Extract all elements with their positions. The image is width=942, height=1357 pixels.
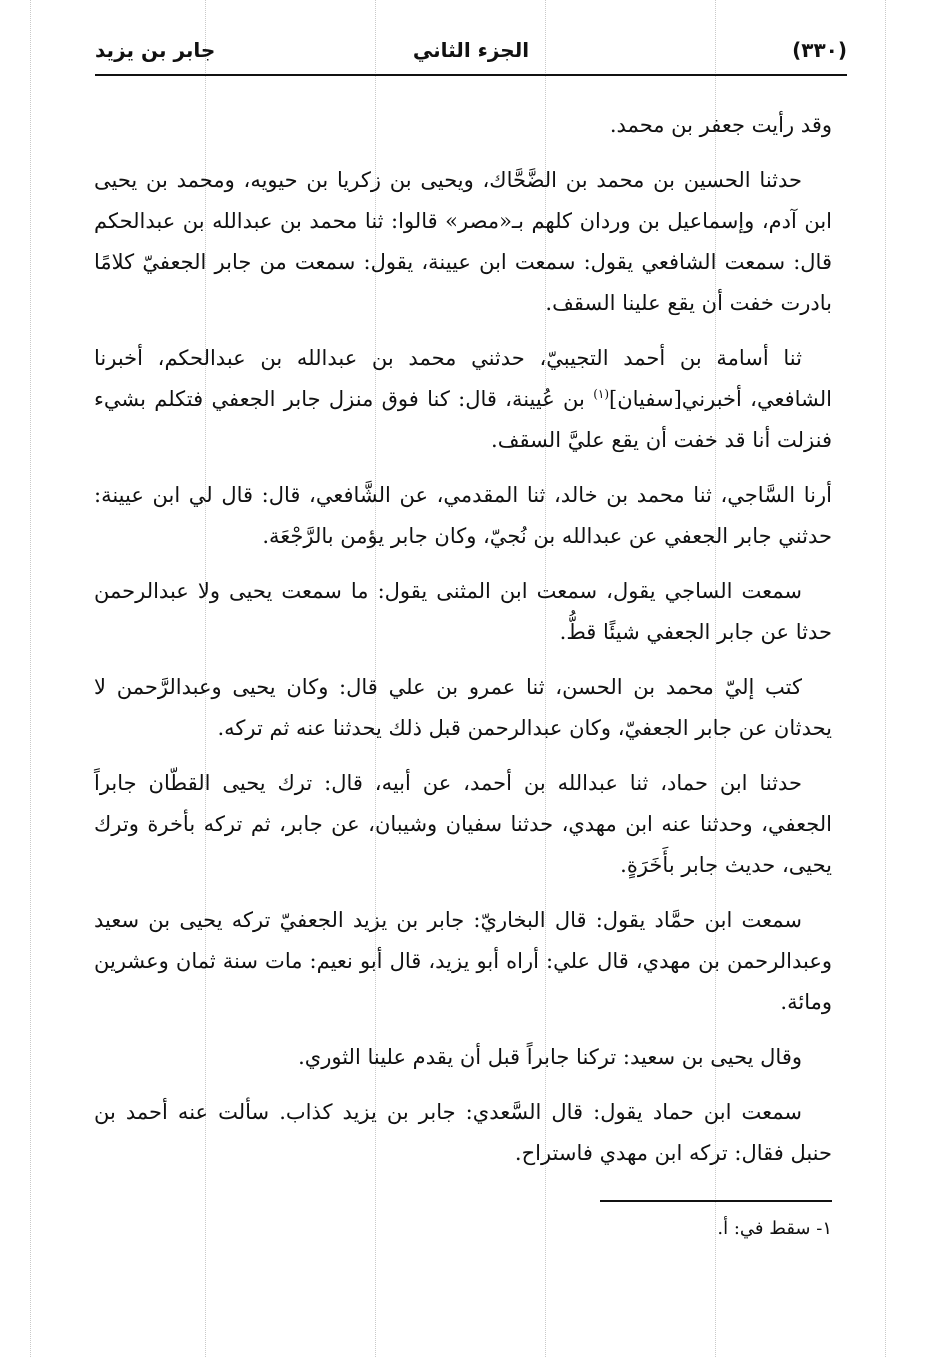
main-text [94,105,832,1188]
paragraph: سمعت ابن حمَّاد يقول: قال البخاريّ: جابر بن يزيد الجعفيّ تركه يحيى بن سعيد وعبدالرحمن بن مهدي، قال علي: أراه أبو يزيد، قال أبو نعيم: مات سنة ثمان وعشرين ومائة. [94,908,832,1014]
section-subject: جابر بن يزيد [95,38,216,62]
paragraph-text: ثنا أسامة بن أحمد التجيبيّ، حدثني محمد بن عبدالله بن عبدالحكم، أخبرنا الشافعي، أخبرني[سفيان] [94,346,832,411]
paragraph: وقال يحيى بن سعيد: تركنا جابراً قبل أن يقدم علينا الثوري. [298,1045,802,1069]
volume-title: الجزء الثاني [412,38,530,62]
paragraph: حدثنا الحسين بن محمد بن الضَّحَّاك، ويحيى بن زكريا بن حيويه، ومحمد بن يحيى ابن آدم، وإسماعيل بن وردان كلهم بـ«مصر» قالوا: ثنا محمد بن عبدالله بن عبدالحكم قال: سمعت الشافعي يقول: سمعت ابن عيينة، يقول: سمعت من جابر الجعفيّ كلامًا بادرت خفت أن يقع علينا السقف. [94,168,832,315]
running-header [95,36,847,76]
footnote: ١- سقط في: أ. [717,1218,832,1239]
paragraph: سمعت الساجي يقول، سمعت ابن المثنى يقول: ما سمعت يحيى ولا عبدالرحمن حدثا عن جابر الجعفي شيئًا قطُّ. [94,579,832,644]
paragraph: سمعت ابن حماد يقول: قال السَّعدي: جابر بن يزيد كذاب. سألت عنه أحمد بن حنبل فقال: تركه ابن مهدي فاستراح. [94,1100,832,1165]
paragraph: أرنا السَّاجي، ثنا محمد بن خالد، ثنا المقدمي، عن الشَّافعي، قال: قال لي ابن عيينة: حدثني جابر الجعفي عن عبدالله بن نُجيّ، وكان جابر يؤمن بالرَّجْعَة. [94,483,832,548]
paragraph-text: بن عُيينة، قال: كنا فوق منزل جابر الجعفي فتكلم بشيء فنزلت أنا قد خفت أن يقع عليَّ السقف. [94,387,832,452]
scan-guide-line [30,0,31,1357]
paragraph: حدثنا ابن حماد، ثنا عبدالله بن أحمد، عن أبيه، قال: ترك يحيى القطّان جابراً الجعفي، وحدثنا عنه ابن مهدي، حدثنا سفيان وشيبان، عن جابر، ثم تركه بأخرة وترك يحيى، حديث جابر بأَخَرَةٍ. [94,771,832,877]
paragraph: وقد رأيت جعفر بن محمد. [609,113,832,137]
page-number: (٣٣٠) [792,38,847,62]
paragraph [94,338,832,461]
footnote-ref[interactable]: (١) [593,387,610,401]
header-rule [95,74,847,76]
footnote-rule [600,1200,832,1202]
paragraph: كتب إليّ محمد بن الحسن، ثنا عمرو بن علي قال: وكان يحيى وعبدالرَّحمن لا يحدثان عن جابر الجعفيّ، وكان عبدالرحمن قبل ذلك يحدثنا عنه ثم تركه. [94,675,832,740]
scan-guide-line [885,0,886,1357]
